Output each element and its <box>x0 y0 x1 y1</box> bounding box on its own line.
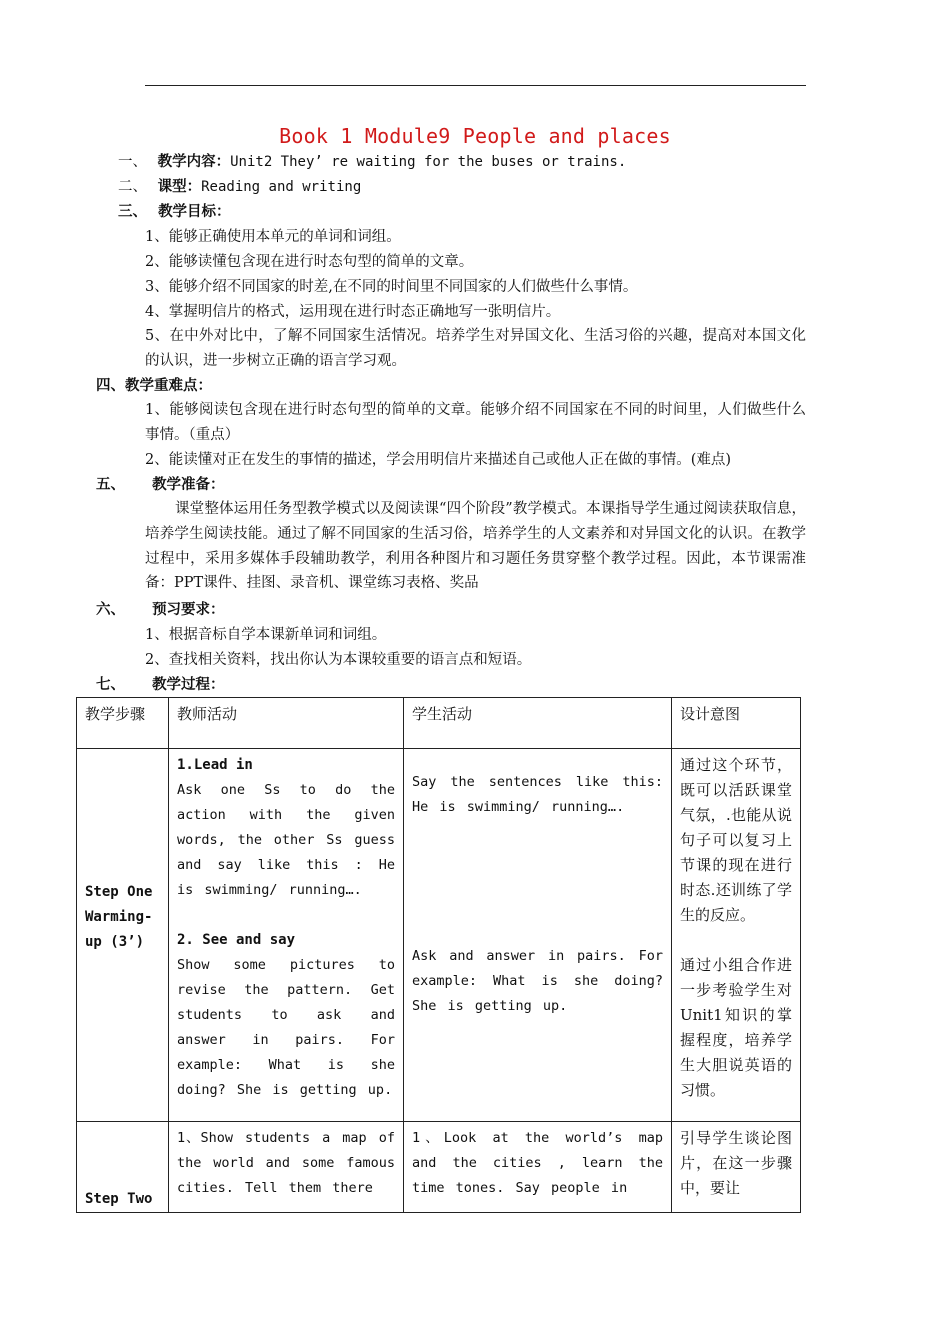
activity-text: Ask one Ss to do the action with the given words, the other Ss guess and say like this : He is swimming/ running…. <box>177 782 395 898</box>
section-value: Unit2 They’ re waiting for the buses or trains. <box>230 154 627 170</box>
list-item: 1、能够阅读包含现在进行时态句型的简单的文章。能够介绍不同国家在不同的时间里，人们做些什么事情。（重点） <box>145 402 806 443</box>
activity-text: 1、Look at the world’s map and the cities , learn the time tones. Say people in <box>412 1130 663 1196</box>
list-item: 1、根据音标自学本课新单词和词组。 <box>145 627 387 643</box>
header-student: 学生活动 <box>404 698 672 749</box>
section-label: 四、教学重难点： <box>96 378 212 394</box>
section-number: 七、 <box>96 677 125 693</box>
section-number: 六、 <box>96 602 125 618</box>
table-row <box>77 1122 801 1213</box>
list-item: 3、能够介绍不同国家的时差,在不同的时间里不同国家的人们做些什么事情。 <box>145 279 638 295</box>
intent-text: 引导学生谈论图片，在这一步骤中，要让 <box>680 1129 792 1197</box>
step-cell <box>77 749 169 1122</box>
activity-text: Ask and answer in pairs. For example: What is she doing? She is getting up. <box>412 948 663 1014</box>
header-intent: 设计意图 <box>672 698 801 749</box>
list-item: 5、在中外对比中，了解不同国家生活情况。培养学生对异国文化、生活习俗的兴趣，提高对本国文化的认识，进一步树立正确的语言学习观。 <box>145 328 806 369</box>
list-item: 2、查找相关资料，找出你认为本课较重要的语言点和短语。 <box>145 652 532 668</box>
section-preparation <box>96 475 225 495</box>
paragraph: 课堂整体运用任务型教学模式以及阅读课“四个阶段”教学模式。本课指导学生通过阅读获取信息，培养学生阅读技能。通过了解不同国家的生活习俗，培养学生的人文素养和对异国文化的认识。在教学过程中，采用多媒体手段辅助教学，利用各种图片和习题任务贯穿整个教学过程。因此，本节课需准备：PPT课件、挂图、录音机、课堂练习表格、奖品 <box>145 501 806 592</box>
intent-cell <box>672 1122 801 1213</box>
lesson-plan-table <box>76 697 801 1213</box>
header-rule <box>145 85 806 86</box>
teacher-cell <box>169 749 404 1122</box>
intent-cell <box>672 749 801 1122</box>
intent-text: 通过这个环节，既可以活跃课堂气氛，.也能从说句子可以复习上节课的现在进行时态.还训练了学生的反应。 <box>680 756 792 924</box>
section-number: 二、 <box>118 179 147 195</box>
step-name: Step One Warming-up (3’) <box>85 883 153 950</box>
section-label: 教学过程： <box>152 677 225 693</box>
student-cell <box>404 749 672 1122</box>
list-item: 2、能读懂对正在发生的事情的描述，学会用明信片来描述自己或他人正在做的事情。(难点) <box>145 452 732 468</box>
activity-text: Show some pictures to revise the pattern. Get students to ask and answer in pairs. For example: What is she doing? She is getting up. <box>177 957 395 1098</box>
list-item: 1、能够正确使用本单元的单词和词组。 <box>145 229 401 245</box>
list-item: 4、掌握明信片的格式，运用现在进行时态正确地写一张明信片。 <box>145 304 561 320</box>
header-teacher: 教师活动 <box>169 698 404 749</box>
section-label: 教学内容： <box>157 154 231 170</box>
step-name: Step Two <box>85 1191 153 1207</box>
section-value: Reading and writing <box>201 179 362 195</box>
section-preview <box>96 600 225 620</box>
section-type <box>118 177 361 197</box>
section-content <box>118 152 626 172</box>
header-step: 教学步骤 <box>77 698 169 749</box>
section-objectives <box>118 202 231 222</box>
section-number: 一、 <box>118 154 147 170</box>
section-process <box>96 675 225 695</box>
section-label: 课型： <box>157 179 202 195</box>
activity-text: 1、Show students a map of the world and some famous cities. Tell them there <box>177 1130 395 1196</box>
section-number: 五、 <box>96 477 125 493</box>
section-number: 三、 <box>118 204 147 220</box>
activity-text: Say the sentences like this: He is swimming/ running…. <box>412 774 663 815</box>
activity-heading: 2. See and say <box>177 932 296 948</box>
student-cell <box>404 1122 672 1213</box>
intent-text: 通过小组合作进一步考验学生对Unit1知识的掌握程度，培养学生大胆说英语的习惯。 <box>680 956 792 1099</box>
step-cell <box>77 1122 169 1213</box>
table-header-row <box>77 698 801 749</box>
section-label: 教学准备： <box>152 477 225 493</box>
teacher-cell <box>169 1122 404 1213</box>
table-row <box>77 749 801 1122</box>
section-label: 教学目标： <box>158 204 231 220</box>
activity-heading: 1.Lead in <box>177 757 253 773</box>
section-label: 预习要求： <box>152 602 225 618</box>
list-item: 2、能够读懂包含现在进行时态句型的简单的文章。 <box>145 254 474 270</box>
page-title: Book 1 Module9 People and places <box>279 124 671 148</box>
